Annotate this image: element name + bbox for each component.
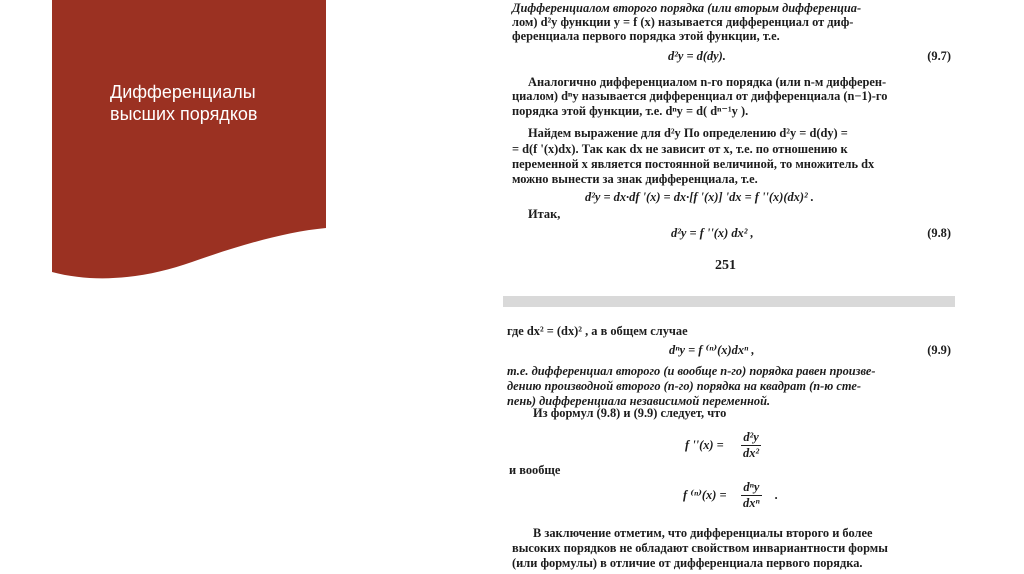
text-line: лом) d²y функции y = f (x) называется дифференциал от диф- — [512, 15, 854, 29]
text-line: где dx² = (dx)² , а в общем случае — [507, 324, 688, 338]
text-line: Дифференциалом второго порядка (или вторым дифференциа- — [512, 1, 862, 15]
equation-9-9: dⁿy = f ⁽ⁿ⁾(x)dxⁿ , — [669, 343, 755, 357]
text-line: дению производной второго (n-го) порядка на квадрат (n-ю сте- — [507, 379, 861, 393]
fraction-numerator: d²y — [741, 430, 761, 446]
title-panel-shape — [52, 0, 326, 282]
equation-number: (9.9) — [927, 343, 951, 357]
fraction-denominator: dxⁿ — [743, 496, 760, 510]
text-line: В заключение отметим, что дифференциалы второго и более — [533, 526, 873, 540]
text-line: можно вынести за знак дифференциала, т.е. — [512, 172, 758, 186]
scanned-page-bottom — [503, 306, 955, 574]
page-number: 251 — [715, 258, 736, 273]
text-line: т.е. дифференциал второго (и вообще n-го) порядка равен произве- — [507, 364, 876, 378]
fraction-numerator: dⁿy — [741, 480, 762, 496]
equation-number: (9.8) — [927, 226, 951, 240]
text-line: ференциала первого порядка этой функции, т.е. — [512, 29, 780, 43]
text-line: пень) дифференциала независимой переменной. — [507, 394, 771, 408]
text-line: Итак, — [528, 207, 561, 221]
text-line: = d(f '(x)dx). Так как dx не зависит от x, т.е. по отношению к — [512, 142, 848, 156]
fraction-nth-derivative — [741, 480, 762, 511]
text-line: циалом) dⁿy называется дифференциал от дифференциала (n−1)-го — [512, 89, 888, 103]
scanned-page-top — [503, 0, 955, 290]
equation-9-7: d²y = d(dy). — [668, 49, 726, 63]
text-line: высоких порядков не обладают свойством инвариантности формы — [512, 541, 888, 555]
text-line: Аналогично дифференциалом n-го порядка (или n-м дифферен- — [528, 75, 887, 89]
text-line: и вообще — [509, 463, 561, 477]
fraction-denominator: dx² — [743, 446, 760, 460]
text-line: порядка этой функции, т.е. dⁿy = d( dⁿ⁻¹y ). — [512, 104, 749, 118]
text-line: Найдем выражение для d²y По определению d²y = d(dy) = — [528, 126, 848, 140]
formula-nth-derivative-lhs: f ⁽ⁿ⁾(x) = — [683, 488, 727, 502]
fraction-second-derivative — [741, 430, 761, 461]
equation-9-8: d²y = f ''(x) dx² , — [671, 226, 754, 240]
equation-derivation: d²y = dx·df '(x) = dx·[f '(x)] 'dx = f ''(x)(dx)² . — [585, 190, 814, 204]
text-line: переменной x является постоянной величиной, то множитель dx — [512, 157, 875, 171]
title-panel — [52, 0, 326, 282]
formula-end-dot: . — [775, 488, 779, 502]
slide-title: Дифференциалы высших порядков — [110, 82, 258, 124]
equation-number: (9.7) — [927, 49, 951, 63]
text-line: (или формулы) в отличие от дифференциала первого порядка. — [512, 556, 863, 570]
formula-second-derivative-lhs: f ''(x) = — [685, 438, 724, 452]
text-line: Из формул (9.8) и (9.9) следует, что — [533, 406, 727, 420]
